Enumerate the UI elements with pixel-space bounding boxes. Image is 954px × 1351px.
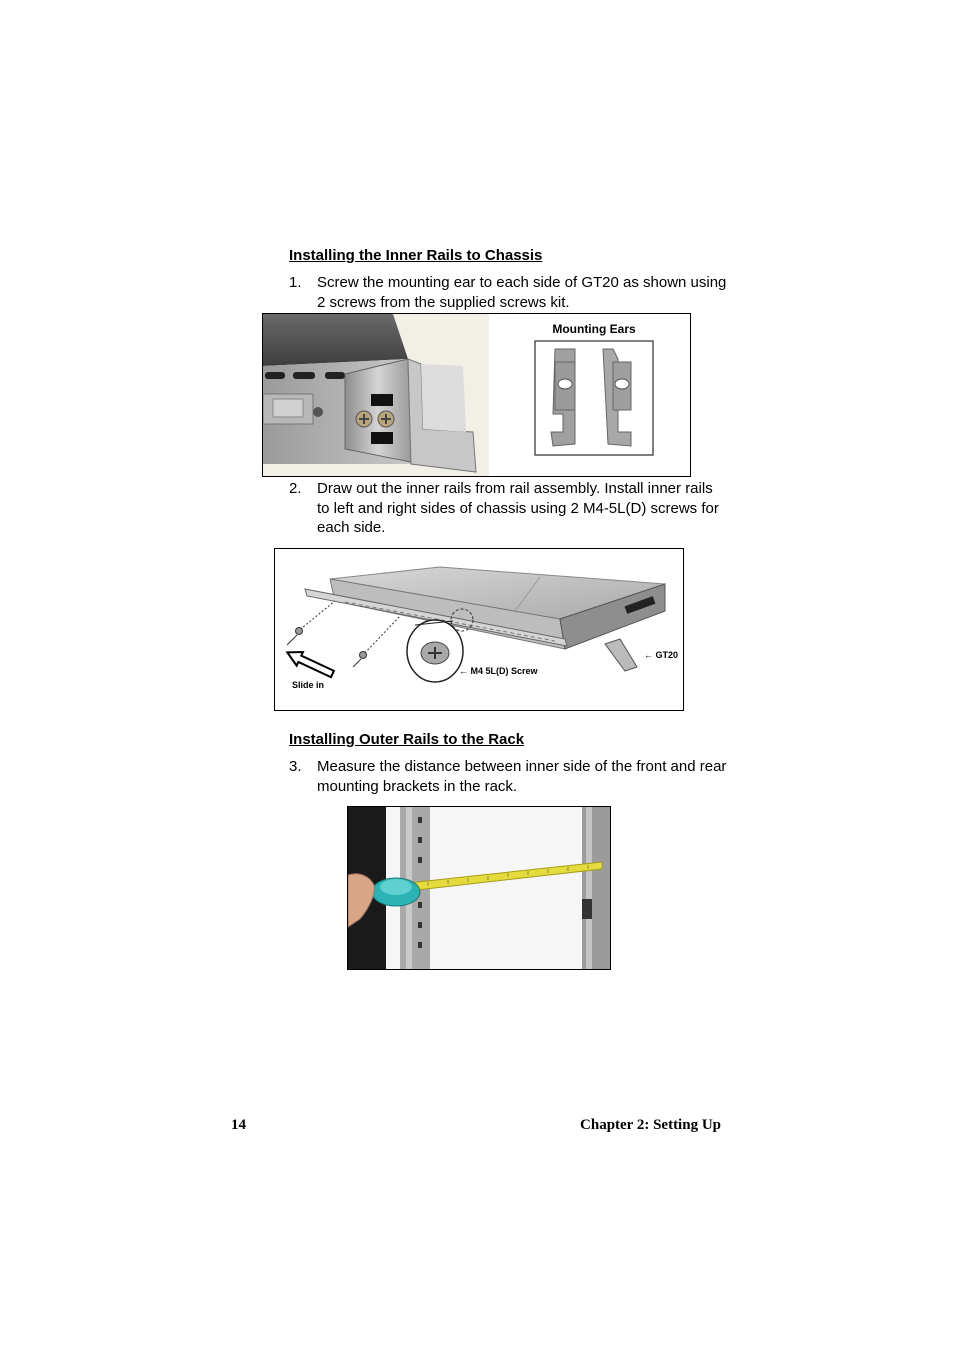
section-heading-outer-rails: Installing Outer Rails to the Rack: [289, 731, 525, 748]
step-number: 2.: [289, 480, 302, 497]
figure-rack-measure: [347, 806, 611, 970]
step-number: 1.: [289, 274, 302, 291]
step-text: Draw out the inner rails from rail assembly. Install inner rails to left and right sides of chassis using 2 M4-5L(D) screws for each side.: [317, 480, 719, 536]
figure-mounting-ear: [262, 313, 691, 477]
page-number: 14: [231, 1117, 246, 1133]
slide-in-label: Slide in: [292, 680, 325, 690]
section-heading-inner-rails: Installing the Inner Rails to Chassis: [289, 247, 543, 264]
step-number: 3.: [289, 758, 302, 775]
screw-label: ← M4 5L(D) Screw: [459, 666, 538, 676]
device-label: ← GT20: [644, 650, 679, 660]
mounting-ear-photo: [263, 314, 690, 476]
inner-rail-diagram: [275, 549, 683, 710]
step-text: Screw the mounting ear to each side of GT20 as shown using 2 screws from the supplied screws kit.: [317, 274, 727, 311]
rack-measure-photo: [348, 807, 610, 969]
chapter-title: Chapter 2: Setting Up: [580, 1117, 721, 1133]
figure-inner-rail-install: [274, 548, 684, 711]
mounting-ears-label: Mounting Ears: [552, 322, 636, 336]
step-text: Measure the distance between inner side of the front and rear mounting brackets in the rack.: [317, 758, 727, 795]
